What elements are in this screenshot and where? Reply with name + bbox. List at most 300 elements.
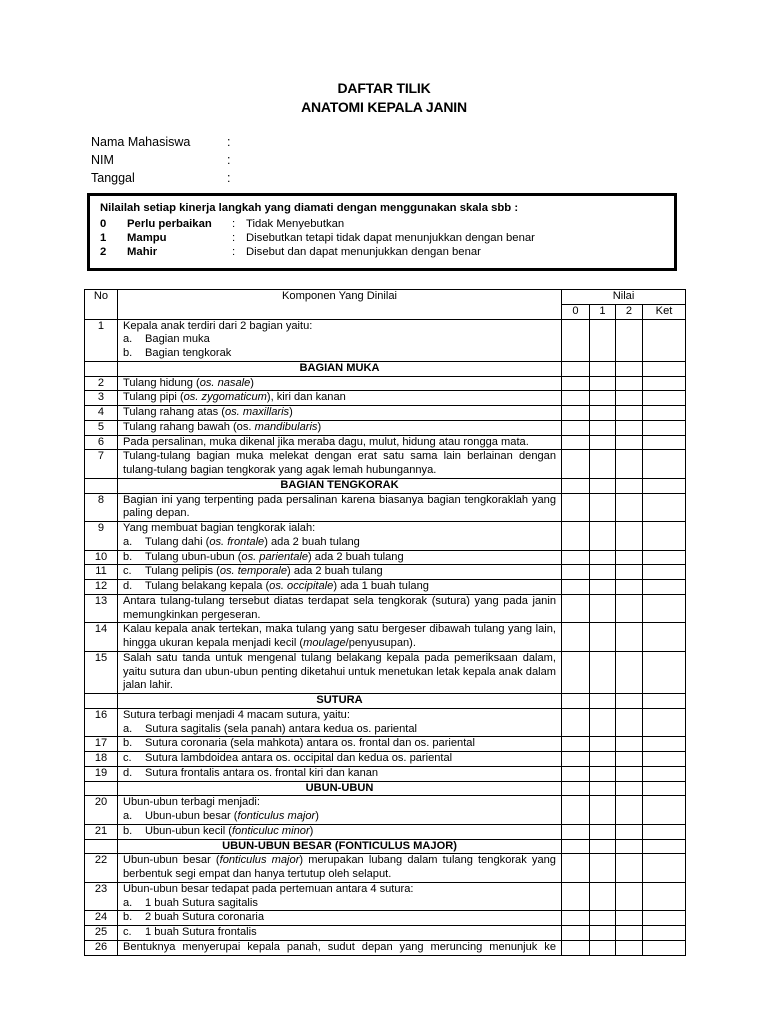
table-row [85, 522, 686, 551]
score-1-cell[interactable] [590, 824, 616, 839]
italic-term: moulage [303, 637, 346, 649]
section-cell [590, 694, 616, 709]
score-2-cell[interactable] [616, 594, 643, 623]
list-marker: a. [123, 333, 133, 346]
scale-num: 1 [100, 232, 107, 244]
score-1-cell[interactable] [590, 766, 616, 781]
header-score-1: 1 [590, 304, 616, 319]
score-1-cell[interactable] [590, 708, 616, 737]
score-0-cell[interactable] [562, 435, 590, 450]
text: ) [309, 824, 314, 837]
score-1-cell[interactable] [590, 940, 616, 955]
list-text: Sutura frontalis antara os. frontal kiri dan kanan [145, 766, 379, 779]
score-0-cell[interactable] [562, 623, 590, 652]
ket-cell[interactable] [643, 435, 686, 450]
scale-heading: Nilailah setiap kinerja langkah yang diamati dengan menggunakan skala sbb : [100, 202, 519, 214]
score-2-cell[interactable] [616, 550, 643, 565]
italic-term: fonticuluc minor [231, 824, 310, 837]
score-0-cell[interactable] [562, 522, 590, 551]
field-colon: : [227, 135, 231, 149]
row-text [118, 824, 562, 839]
section-cell [562, 694, 590, 709]
ket-cell[interactable] [643, 420, 686, 435]
ket-cell[interactable] [643, 391, 686, 406]
text: Tulang belakang kepala ( [145, 580, 270, 592]
row-text [118, 926, 562, 941]
table-row [85, 824, 686, 839]
ket-cell[interactable] [643, 737, 686, 752]
score-0-cell[interactable] [562, 824, 590, 839]
list-item [123, 752, 556, 766]
section-cell [643, 781, 686, 796]
field-label: Tanggal [91, 171, 135, 185]
score-1-cell[interactable] [590, 406, 616, 421]
score-1-cell[interactable] [590, 926, 616, 941]
scale-desc: Disebut dan dapat menunjukkan dengan benar [246, 246, 481, 258]
row-number: 21 [85, 824, 118, 839]
section-heading: UBUN-UBUN [118, 781, 562, 796]
score-2-cell[interactable] [616, 420, 643, 435]
score-0-cell[interactable] [562, 940, 590, 955]
ket-cell[interactable] [643, 882, 686, 911]
score-2-cell[interactable] [616, 651, 643, 693]
list-marker: a. [123, 810, 133, 822]
ket-cell[interactable] [643, 580, 686, 595]
score-0-cell[interactable] [562, 911, 590, 926]
score-0-cell[interactable] [562, 854, 590, 883]
row-text [118, 376, 562, 391]
table-row [85, 420, 686, 435]
score-1-cell[interactable] [590, 752, 616, 767]
row-number: 14 [85, 623, 118, 652]
section-cell [590, 478, 616, 493]
scale-num: 2 [100, 246, 107, 258]
row-text [118, 766, 562, 781]
list-marker: b. [123, 911, 133, 924]
row-text: Salah satu tanda untuk mengenal tulang belakang kepala pada pemeriksaan dalam, yaitu sutura dan ubun-ubun penting diketahui untuk menetukan letak kepala anak dalam jalan lahir. [118, 651, 562, 693]
section-row [85, 694, 686, 709]
score-1-cell[interactable] [590, 911, 616, 926]
scale-row [100, 217, 344, 231]
row-number: 19 [85, 766, 118, 781]
score-0-cell[interactable] [562, 319, 590, 361]
row-number: 13 [85, 594, 118, 623]
header-no: No [85, 290, 118, 320]
row-number: 12 [85, 580, 118, 595]
text: ) merupakan lubang dalam tulang tengkorak yang berbentuk segi empat dan hanya tertutup oleh selaput. [123, 854, 556, 880]
score-2-cell[interactable] [616, 565, 643, 580]
header-component: Komponen Yang Dinilai [118, 290, 562, 320]
text: ) ada 1 buah tulang [333, 580, 429, 592]
table-row [85, 565, 686, 580]
ket-cell[interactable] [643, 550, 686, 565]
score-2-cell[interactable] [616, 391, 643, 406]
score-1-cell[interactable] [590, 882, 616, 911]
ket-cell[interactable] [643, 522, 686, 551]
ket-cell[interactable] [643, 594, 686, 623]
score-0-cell[interactable] [562, 376, 590, 391]
score-1-cell[interactable] [590, 594, 616, 623]
section-cell [643, 478, 686, 493]
list-text: Bagian tengkorak [145, 347, 232, 359]
score-2-cell[interactable] [616, 376, 643, 391]
row-text [118, 522, 562, 551]
row-text: Pada persalinan, muka dikenal jika meraba dagu, mulut, hidung atau rongga mata. [118, 435, 562, 450]
list-item [123, 536, 556, 550]
header-row [85, 290, 686, 305]
list-item [123, 347, 556, 361]
list-marker: b. [123, 550, 133, 563]
row-text [118, 420, 562, 435]
score-1-cell[interactable] [590, 580, 616, 595]
italic-term: os. maxillaris [224, 406, 290, 418]
score-0-cell[interactable] [562, 737, 590, 752]
section-cell [616, 478, 643, 493]
table-row [85, 623, 686, 652]
list-item [123, 565, 556, 579]
row-text [118, 882, 562, 911]
list-item [123, 737, 556, 751]
score-1-cell[interactable] [590, 420, 616, 435]
score-0-cell[interactable] [562, 565, 590, 580]
scale-desc: Tidak Menyebutkan [246, 218, 345, 230]
text: Tulang dahi ( [145, 535, 210, 548]
score-2-cell[interactable] [616, 493, 643, 522]
field-nim [91, 151, 230, 169]
ket-cell[interactable] [643, 854, 686, 883]
list-item [123, 723, 556, 737]
section-cell [562, 781, 590, 796]
row-text [118, 737, 562, 752]
score-2-cell[interactable] [616, 708, 643, 737]
score-0-cell[interactable] [562, 450, 590, 479]
table-row [85, 737, 686, 752]
section-cell [616, 839, 643, 854]
score-0-cell[interactable] [562, 926, 590, 941]
section-heading: BAGIAN TENGKORAK [118, 478, 562, 493]
list-marker: d. [123, 766, 133, 779]
table-row [85, 752, 686, 767]
scale-box [87, 193, 677, 271]
ket-cell[interactable] [643, 450, 686, 479]
row-text [118, 796, 562, 825]
section-no-cell [85, 781, 118, 796]
section-cell [562, 478, 590, 493]
list-item [123, 825, 556, 839]
table-row [85, 406, 686, 421]
row-number: 18 [85, 752, 118, 767]
score-0-cell[interactable] [562, 594, 590, 623]
score-2-cell[interactable] [616, 450, 643, 479]
score-0-cell[interactable] [562, 796, 590, 825]
field-nama [91, 133, 230, 151]
table-row [85, 435, 686, 450]
section-heading: UBUN-UBUN BESAR (FONTICULUS MAJOR) [118, 839, 562, 854]
text: Tulang pelipis ( [145, 565, 220, 578]
scale-num: 0 [100, 218, 107, 230]
list-text [145, 565, 383, 579]
ket-cell[interactable] [643, 940, 686, 955]
row-text [118, 580, 562, 595]
text: Kalau kepala anak tertekan, maka tulang yang satu bergeser dibawah tulang yang lain, hingga ukuran kepala menjadi kecil ( [123, 623, 556, 649]
row-number: 3 [85, 391, 118, 406]
score-0-cell[interactable] [562, 752, 590, 767]
list-marker: b. [123, 347, 133, 359]
score-2-cell[interactable] [616, 882, 643, 911]
score-2-cell[interactable] [616, 737, 643, 752]
table-row [85, 319, 686, 361]
ket-cell[interactable] [643, 319, 686, 361]
score-2-cell[interactable] [616, 406, 643, 421]
section-no-cell [85, 478, 118, 493]
row-number: 26 [85, 940, 118, 955]
score-0-cell[interactable] [562, 391, 590, 406]
text: ) [315, 810, 319, 822]
table-row [85, 766, 686, 781]
score-0-cell[interactable] [562, 406, 590, 421]
list-text: Sutura lambdoidea antara os. occipital dan kedua os. pariental [145, 752, 453, 764]
list-item [123, 810, 556, 824]
row-text [118, 623, 562, 652]
score-0-cell[interactable] [562, 580, 590, 595]
score-2-cell[interactable] [616, 940, 643, 955]
section-cell [616, 781, 643, 796]
list-text: 2 buah Sutura coronaria [145, 911, 265, 924]
score-2-cell[interactable] [616, 766, 643, 781]
list-item [123, 926, 556, 940]
section-cell [643, 694, 686, 709]
checklist-table [84, 289, 686, 956]
section-cell [616, 694, 643, 709]
list-text [145, 825, 313, 839]
list-item [123, 580, 556, 594]
ket-cell[interactable] [643, 651, 686, 693]
score-2-cell[interactable] [616, 435, 643, 450]
text: ) ada 2 buah tulang [308, 550, 404, 563]
field-colon: : [227, 153, 231, 167]
score-1-cell[interactable] [590, 522, 616, 551]
score-1-cell[interactable] [590, 435, 616, 450]
list-text: 1 buah Sutura sagitalis [145, 896, 258, 909]
row-number: 4 [85, 406, 118, 421]
section-row [85, 361, 686, 376]
text: ) [317, 420, 322, 433]
ket-cell[interactable] [643, 752, 686, 767]
score-0-cell[interactable] [562, 420, 590, 435]
score-0-cell[interactable] [562, 766, 590, 781]
ket-cell[interactable] [643, 493, 686, 522]
list-marker: a. [123, 722, 133, 735]
row-number: 5 [85, 420, 118, 435]
ket-cell[interactable] [643, 406, 686, 421]
ket-cell[interactable] [643, 766, 686, 781]
score-0-cell[interactable] [562, 882, 590, 911]
score-0-cell[interactable] [562, 493, 590, 522]
list-item [123, 767, 556, 781]
text: ) ada 2 buah tulang [287, 565, 383, 578]
score-2-cell[interactable] [616, 580, 643, 595]
table-row [85, 580, 686, 595]
score-1-cell[interactable] [590, 493, 616, 522]
score-1-cell[interactable] [590, 623, 616, 652]
text: Tulang rahang atas ( [123, 406, 225, 418]
list-text [145, 810, 319, 824]
table-row [85, 376, 686, 391]
italic-term: os. temporale [219, 565, 288, 578]
field-tanggal [91, 169, 230, 187]
score-2-cell[interactable] [616, 319, 643, 361]
scale-colon: : [232, 246, 236, 258]
scale-desc: Disebutkan tetapi tidak dapat menunjukkan dengan benar [246, 232, 535, 244]
section-heading: BAGIAN MUKA [118, 361, 562, 376]
row-number: 20 [85, 796, 118, 825]
ket-cell[interactable] [643, 708, 686, 737]
text: /penyusupan). [345, 637, 416, 649]
list-marker: d. [123, 580, 133, 592]
row-number: 11 [85, 565, 118, 580]
score-1-cell[interactable] [590, 450, 616, 479]
text: Tulang hidung ( [123, 376, 200, 389]
ket-cell[interactable] [643, 376, 686, 391]
text: Ubun-ubun besar ( [145, 810, 238, 822]
score-1-cell[interactable] [590, 796, 616, 825]
section-cell [616, 361, 643, 376]
section-cell [590, 839, 616, 854]
score-2-cell[interactable] [616, 926, 643, 941]
score-2-cell[interactable] [616, 752, 643, 767]
score-1-cell[interactable] [590, 391, 616, 406]
score-1-cell[interactable] [590, 651, 616, 693]
ket-cell[interactable] [643, 824, 686, 839]
field-label: Nama Mahasiswa [91, 135, 191, 149]
field-label: NIM [91, 153, 114, 167]
text: Ubun-ubun besar ( [123, 854, 220, 867]
row-lead: Ubun-ubun terbagi menjadi: [123, 796, 260, 809]
text: ) ada 2 buah tulang [264, 535, 360, 548]
list-marker: a. [123, 896, 133, 909]
score-2-cell[interactable] [616, 623, 643, 652]
text: Ubun-ubun kecil ( [145, 824, 232, 837]
score-0-cell[interactable] [562, 651, 590, 693]
row-number: 6 [85, 435, 118, 450]
field-colon: : [227, 171, 231, 185]
list-item [123, 911, 556, 925]
row-number: 1 [85, 319, 118, 361]
list-item [123, 897, 556, 911]
ket-cell[interactable] [643, 926, 686, 941]
score-2-cell[interactable] [616, 796, 643, 825]
text: ) [289, 406, 293, 418]
ket-cell[interactable] [643, 565, 686, 580]
list-marker: c. [123, 565, 132, 578]
list-item [123, 551, 556, 565]
section-no-cell [85, 694, 118, 709]
table-row [85, 926, 686, 941]
text: ) [250, 376, 254, 389]
table-row [85, 940, 686, 955]
scale-colon: : [232, 232, 236, 244]
row-number: 2 [85, 376, 118, 391]
ket-cell[interactable] [643, 623, 686, 652]
row-number: 23 [85, 882, 118, 911]
score-0-cell[interactable] [562, 550, 590, 565]
score-1-cell[interactable] [590, 565, 616, 580]
list-text [145, 580, 429, 594]
table-row [85, 708, 686, 737]
scale-colon: : [232, 218, 236, 230]
row-text: Antara tulang-tulang tersebut diatas terdapat sela tengkorak (sutura) yang pada janin memungkinkan pergeseran. [118, 594, 562, 623]
section-cell [643, 839, 686, 854]
table-row [85, 493, 686, 522]
italic-term: mandibularis [254, 420, 318, 433]
section-cell [643, 361, 686, 376]
list-text: Sutura coronaria (sela mahkota) antara os. frontal dan os. pariental [145, 737, 475, 750]
row-text: Tulang-tulang bagian muka melekat dengan erat satu sama lain berlainan dengan tulang-tulang bagian tengkorak yang agak lemah hubungannya. [118, 450, 562, 479]
score-2-cell[interactable] [616, 824, 643, 839]
section-heading: SUTURA [118, 694, 562, 709]
table-row [85, 882, 686, 911]
score-2-cell[interactable] [616, 911, 643, 926]
row-text: Bagian ini yang terpenting pada persalinan karena biasanya bagian tengkoraklah yang paling depan. [118, 493, 562, 522]
score-1-cell[interactable] [590, 854, 616, 883]
header-ket: Ket [643, 304, 686, 319]
section-no-cell [85, 361, 118, 376]
section-no-cell [85, 839, 118, 854]
list-text [145, 536, 360, 550]
score-2-cell[interactable] [616, 522, 643, 551]
text: ), kiri dan kanan [266, 391, 346, 404]
header-nilai: Nilai [562, 290, 686, 305]
list-text: Sutura sagitalis (sela panah) antara kedua os. pariental [145, 722, 417, 735]
italic-term: os. zygomaticum [183, 391, 267, 404]
italic-term: os. occipitale [269, 580, 334, 592]
score-2-cell[interactable] [616, 854, 643, 883]
list-marker: a. [123, 535, 133, 548]
row-text [118, 752, 562, 767]
italic-term: os. frontale [209, 535, 265, 548]
row-text [118, 391, 562, 406]
score-1-cell[interactable] [590, 319, 616, 361]
row-number: 8 [85, 493, 118, 522]
document-subtitle: ANATOMI KEPALA JANIN [301, 99, 467, 115]
score-1-cell[interactable] [590, 550, 616, 565]
list-text: Bagian muka [145, 333, 210, 346]
section-row [85, 839, 686, 854]
row-text [118, 319, 562, 361]
text: Tulang rahang bawah (os. [123, 420, 255, 433]
score-0-cell[interactable] [562, 708, 590, 737]
row-lead: Ubun-ubun besar tedapat pada pertemuan antara 4 sutura: [123, 882, 414, 895]
row-number: 25 [85, 926, 118, 941]
list-text [145, 551, 404, 565]
row-number: 7 [85, 450, 118, 479]
section-cell [562, 839, 590, 854]
score-1-cell[interactable] [590, 376, 616, 391]
row-number: 10 [85, 550, 118, 565]
row-text [118, 854, 562, 883]
ket-cell[interactable] [643, 796, 686, 825]
italic-term: os. parientale [241, 550, 309, 563]
row-lead: Yang membuat bagian tengkorak ialah: [123, 522, 316, 534]
table-row [85, 450, 686, 479]
list-marker: b. [123, 737, 133, 750]
ket-cell[interactable] [643, 911, 686, 926]
score-1-cell[interactable] [590, 737, 616, 752]
table-row [85, 550, 686, 565]
text: Tulang ubun-ubun ( [145, 550, 242, 563]
list-item [123, 333, 556, 347]
row-number: 24 [85, 911, 118, 926]
